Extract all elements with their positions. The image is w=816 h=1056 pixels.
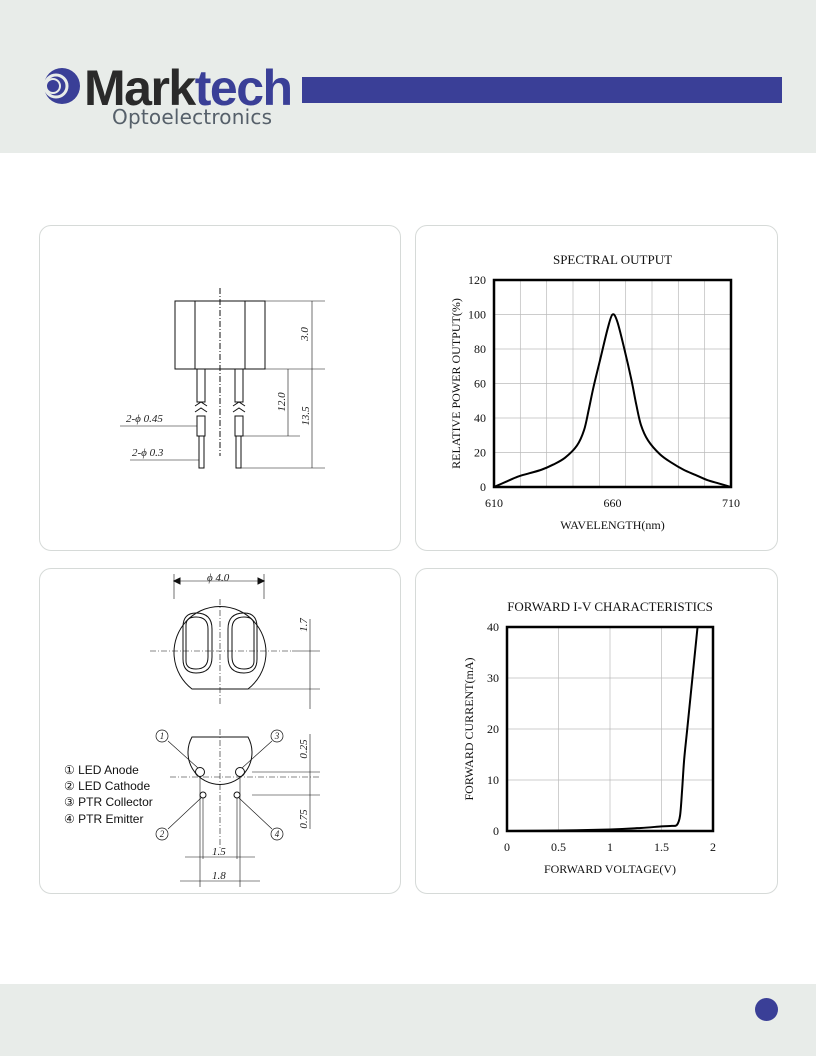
y-tick-label: 40	[474, 411, 486, 425]
dim-height: 1.7	[298, 618, 310, 632]
brand-tagline: Optoelectronics	[112, 105, 273, 129]
brand-part1: Mark	[84, 60, 195, 116]
page-footer	[0, 984, 816, 1056]
top-bottom-view-panel	[39, 568, 401, 894]
page-dot-icon	[755, 998, 778, 1021]
x-tick-label: 710	[722, 496, 740, 510]
y-tick-label: 20	[474, 445, 486, 460]
top-bottom-view-drawing	[40, 569, 402, 895]
dim-spacing1: 1.5	[212, 846, 226, 858]
y-tick-label: 0	[480, 480, 486, 494]
y-tick-label: 10	[487, 773, 499, 787]
spectral-output-chart	[416, 226, 779, 552]
series-line	[494, 314, 731, 487]
legend-label: LED Anode	[78, 763, 139, 777]
legend-num: ②	[64, 779, 75, 793]
dim-lead-short: 12.0	[276, 392, 288, 412]
svg-text:① LED Anode	[64, 763, 139, 777]
y-tick-label: 100	[468, 307, 486, 322]
x-tick-label: 1	[607, 840, 613, 854]
y-tick-label: 20	[487, 722, 499, 736]
series-line	[507, 607, 700, 831]
y-tick-label: 40	[487, 620, 499, 634]
logo-icon	[42, 66, 82, 106]
x-tick-label: 0.5	[551, 840, 566, 854]
svg-text:④ PTR Emitter	[64, 812, 143, 826]
spectral-chart-panel	[415, 225, 778, 551]
legend-num: ①	[64, 763, 75, 777]
side-view-drawing	[40, 226, 402, 552]
legend-label: PTR Emitter	[78, 812, 144, 826]
dim-spacing2: 1.8	[212, 870, 226, 882]
dim-lead-long: 13.5	[300, 406, 312, 426]
y-tick-label: 30	[487, 671, 499, 685]
page-header	[0, 0, 816, 153]
iv-chart-panel	[415, 568, 778, 894]
x-tick-label: 610	[485, 496, 503, 510]
dim-v2: 0.75	[298, 809, 310, 829]
y-tick-label: 120	[468, 273, 486, 287]
y-tick-label: 80	[474, 342, 486, 356]
x-axis-label: WAVELENGTH(nm)	[560, 518, 665, 532]
y-axis-label: RELATIVE POWER OUTPUT(%)	[449, 298, 463, 469]
x-tick-label: 2	[710, 840, 716, 854]
pin-label-3: 3	[274, 731, 280, 741]
y-tick-label: 60	[474, 376, 486, 391]
pin-legend	[64, 763, 153, 826]
legend-num: ③	[64, 795, 75, 809]
legend-label: PTR Collector	[78, 795, 153, 809]
header-accent-bar	[302, 77, 782, 103]
dim-body: 3.0	[299, 327, 311, 341]
svg-text:③ PTR Collector	[64, 795, 153, 809]
svg-text:② LED Cathode	[64, 779, 150, 793]
dim-lead-dia2: 2-ϕ 0.3	[132, 447, 164, 459]
y-axis-label: FORWARD CURRENT(mA)	[462, 657, 476, 801]
brand-part2: tech	[194, 60, 292, 116]
pin-label-2: 2	[159, 829, 165, 839]
y-tick-label: 0	[493, 824, 499, 838]
pin-label-1: 1	[159, 731, 165, 741]
dim-diameter: ϕ 4.0	[207, 572, 230, 584]
forward-iv-chart	[416, 569, 779, 895]
chart-title: SPECTRAL OUTPUT	[552, 252, 673, 267]
chart-title: FORWARD I-V CHARACTERISTICS	[507, 599, 713, 614]
x-tick-label: 0	[504, 840, 510, 854]
x-tick-label: 660	[603, 496, 622, 510]
x-tick-label: 1.5	[654, 840, 669, 854]
pin-label-4: 4	[274, 829, 280, 839]
side-view-panel	[39, 225, 401, 551]
x-axis-label: FORWARD VOLTAGE(V)	[543, 862, 677, 876]
legend-num: ④	[64, 812, 75, 826]
dim-lead-dia1: 2-ϕ 0.45	[126, 413, 163, 425]
dim-v1: 0.25	[298, 739, 310, 759]
legend-label: LED Cathode	[78, 779, 151, 793]
